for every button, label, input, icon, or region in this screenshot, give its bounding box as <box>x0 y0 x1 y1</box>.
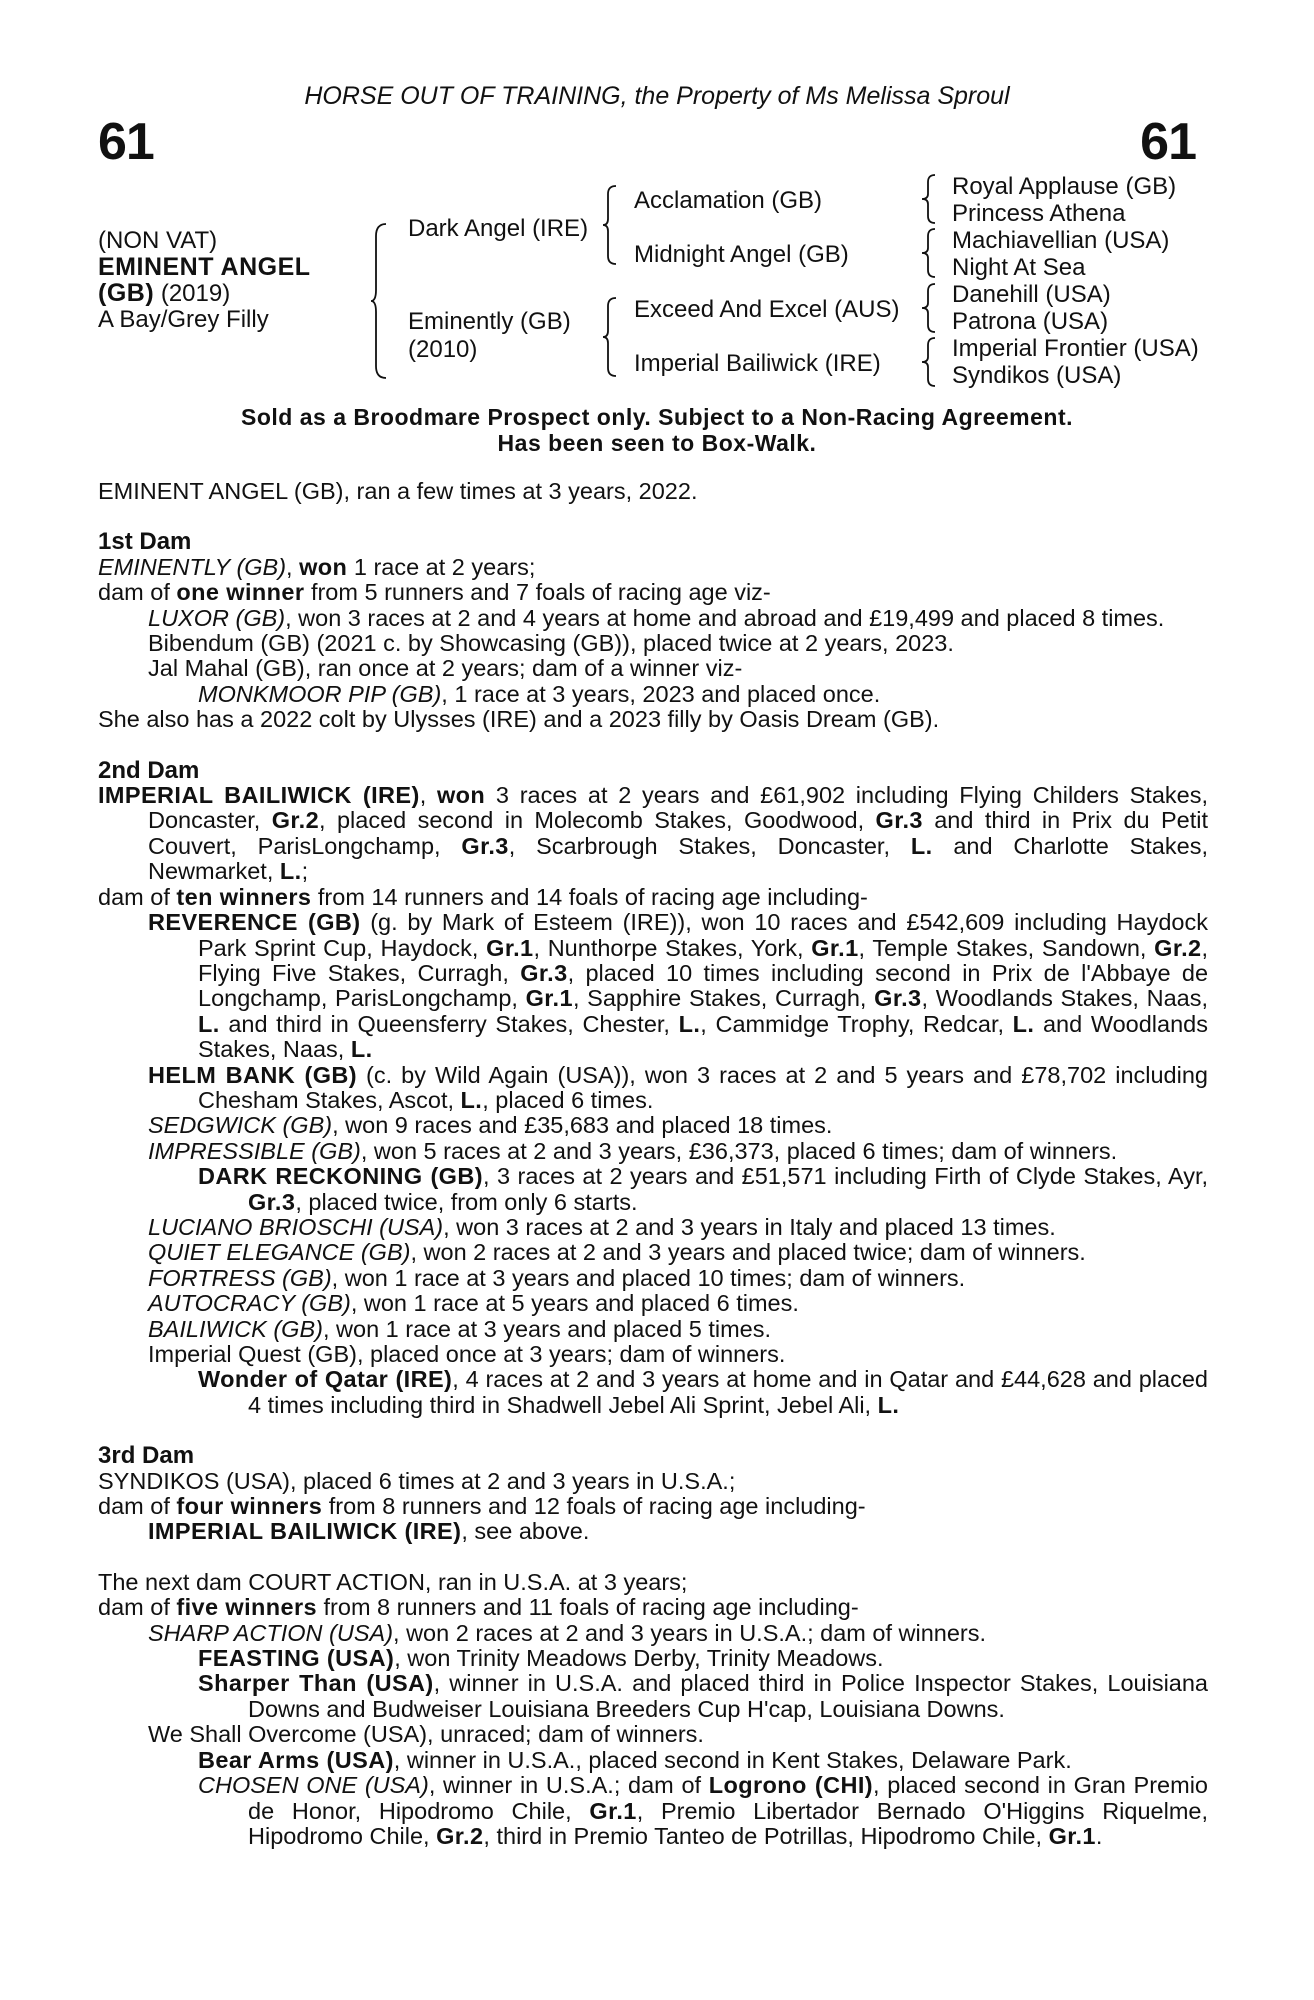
produce-impressible: IMPRESSIBLE (GB), won 5 races at 2 and 3 years, £36,373, placed 6 times; dam of winners. <box>148 1137 1118 1164</box>
produce-bear-arms: Bear Arms (USA), winner in U.S.A., placed second in Kent Stakes, Delaware Park. <box>198 1746 1072 1773</box>
horse-description: A Bay/Grey Filly <box>98 306 269 333</box>
produce-wonder-of-qatar: Wonder of Qatar (IRE), 4 races at 2 and 3 years at home and in Qatar and £44,628 and placed 4 times including third in Shadwell Jebel Ali Sprint, Jebel Ali, L. <box>198 1366 1208 1418</box>
pedigree-g3-7: Imperial Frontier (USA) <box>952 335 1199 362</box>
pedigree-dam-year: (2010) <box>408 336 478 363</box>
produce-bailiwick: BAILIWICK (GB), won 1 race at 3 years and placed 5 times. <box>148 1315 772 1342</box>
sale-notice-line1: Sold as a Broodmare Prospect only. Subject to a Non-Racing Agreement. <box>241 404 1073 430</box>
produce-we-shall-overcome: We Shall Overcome (USA), unraced; dam of winners. <box>148 1721 704 1748</box>
produce-dark-reckoning: DARK RECKONING (GB), 3 races at 2 years and £51,571 including Firth of Clyde Stakes, Ayr, Gr.3, placed twice, from only 6 starts. <box>198 1163 1208 1215</box>
second-dam-record: IMPERIAL BAILIWICK (IRE), won 3 races at 2 years and £61,902 including Flying Childers Stakes, Doncaster, Gr.2, placed second in Molecomb Stakes, Goodwood, Gr.3 and third in Prix du Petit Couvert, ParisLongchamp, Gr.3, Scarbrough Stakes, Doncaster, L. and Charlotte Stakes, Newmarket, L.; <box>98 782 1208 885</box>
produce-luxor: LUXOR (GB), won 3 races at 2 and 4 years at home and abroad and £19,499 and placed 8 times. <box>148 604 1165 631</box>
pedigree-brace-g1 <box>921 173 939 225</box>
third-dam-record: SYNDIKOS (USA), placed 6 times at 2 and 3 years in U.S.A.; <box>98 1467 736 1494</box>
pedigree-g3-2: Princess Athena <box>952 200 1126 227</box>
second-dam-heading: 2nd Dam <box>98 756 200 784</box>
produce-luciano-brioschi: LUCIANO BRIOSCHI (USA), won 3 races at 2 and 3 years in Italy and placed 13 times. <box>148 1213 1056 1240</box>
pedigree-g3-4: Night At Sea <box>952 254 1086 281</box>
pedigree-brace-g2 <box>921 227 939 279</box>
produce-autocracy: AUTOCRACY (GB), won 1 race at 5 years and placed 6 times. <box>148 1290 799 1317</box>
sale-notice <box>0 404 1314 456</box>
produce-imperial-quest: Imperial Quest (GB), placed once at 3 years; dam of winners. <box>148 1341 786 1367</box>
produce-fortress: FORTRESS (GB), won 1 race at 3 years and placed 10 times; dam of winners. <box>148 1264 966 1291</box>
produce-sharp-action: SHARP ACTION (USA), won 2 races at 2 and 3 years in U.S.A.; dam of winners. <box>148 1619 987 1646</box>
produce-bibendum: Bibendum (GB) (2021 c. by Showcasing (GB)), placed twice at 2 years, 2023. <box>148 630 954 657</box>
pedigree-brace-g3 <box>921 282 939 334</box>
lot-number-left: 61 <box>98 113 154 171</box>
first-dam-produce: dam of one winner from 5 runners and 7 foals of racing age viz- <box>98 579 771 606</box>
intro-line: EMINENT ANGEL (GB), ran a few times at 3 years, 2022. <box>98 478 698 504</box>
pedigree-brace-g4 <box>921 336 939 388</box>
pedigree-sire: Dark Angel (IRE) <box>408 215 589 242</box>
produce-monkmoor-pip: MONKMOOR PIP (GB), 1 race at 3 years, 2023 and placed once. <box>198 680 881 707</box>
pedigree-g3-3: Machiavellian (USA) <box>952 227 1170 254</box>
vat-status: (NON VAT) <box>98 227 218 254</box>
page-header-title: HORSE OUT OF TRAINING, the Property of Ms Melissa Sproul <box>304 82 1010 110</box>
pedigree-dam-name: Eminently (GB) <box>408 308 571 335</box>
first-dam-heading: 1st Dam <box>98 528 192 556</box>
horse-name: EMINENT ANGEL <box>98 253 311 281</box>
pedigree-sire-dam: Midnight Angel (GB) <box>634 241 849 268</box>
produce-reverence: REVERENCE (GB) (g. by Mark of Esteem (IRE)), won 10 races and £542,609 including Haydock Park Sprint Cup, Haydock, Gr.1, Nunthorpe Stakes, York, Gr.1, Temple Stakes, Sandown, Gr.2, Flying Five Stakes, Curragh, Gr.3, placed 10 times including second in Prix de l'Abbaye de Longchamp, ParisLongchamp, Gr.1, Sapphire Stakes, Curragh, Gr.3, Woodlands Stakes, Naas, L. and third in Queensferry Stakes, Chester, L., Cammidge Trophy, Redcar, L. and Woodlands Stakes, Naas, L. <box>148 909 1209 1063</box>
pedigree-body <box>98 479 1208 1849</box>
second-dam-produce: dam of ten winners from 14 runners and 14 foals of racing age including- <box>98 883 868 910</box>
pedigree-dam-dam: Imperial Bailiwick (IRE) <box>634 350 881 377</box>
pedigree-dam-sire: Exceed And Excel (AUS) <box>634 296 900 323</box>
sale-notice-line2: Has been seen to Box-Walk. <box>497 430 817 456</box>
pedigree-sire-sire: Acclamation (GB) <box>634 187 823 214</box>
produce-imperial-bailiwick: IMPERIAL BAILIWICK (IRE), see above. <box>148 1518 590 1545</box>
pedigree-g3-6: Patrona (USA) <box>952 308 1109 335</box>
horse-identity <box>98 228 311 333</box>
third-dam-produce: dam of four winners from 8 runners and 12 foals of racing age including- <box>98 1493 866 1520</box>
next-dam-record: The next dam COURT ACTION, ran in U.S.A. at 3 years; <box>98 1568 688 1595</box>
horse-year: (2019) <box>154 280 231 307</box>
first-dam-line: EMINENTLY (GB), won 1 race at 2 years; <box>98 553 536 580</box>
third-dam-heading: 3rd Dam <box>98 1442 195 1470</box>
produce-helm-bank: HELM BANK (GB) (c. by Wild Again (USA)), won 3 races at 2 and 5 years and £78,702 including Chesham Stakes, Ascot, L., placed 6 times. <box>148 1061 1208 1113</box>
first-dam-foals-note: She also has a 2022 colt by Ulysses (IRE) and a 2023 filly by Oasis Dream (GB). <box>98 706 940 733</box>
produce-jal-mahal: Jal Mahal (GB), ran once at 2 years; dam of a winner viz- <box>148 655 743 682</box>
pedigree-brace-gen1 <box>370 222 392 380</box>
pedigree-g3-1: Royal Applause (GB) <box>952 173 1177 200</box>
produce-feasting: FEASTING (USA), won Trinity Meadows Derby, Trinity Meadows. <box>198 1645 884 1672</box>
next-dam-produce: dam of five winners from 8 runners and 11 foals of racing age including- <box>98 1594 859 1621</box>
produce-chosen-one: CHOSEN ONE (USA), winner in U.S.A.; dam of Logrono (CHI), placed second in Gran Premio de Honor, Hipodromo Chile, Gr.1, Premio Libertador Bernado O'Higgins Riquelme, Hipodromo Chile, Gr.2, third in Premio Tanteo de Potrillas, Hipodromo Chile, Gr.1. <box>198 1772 1209 1849</box>
horse-country: (GB) <box>98 279 155 307</box>
pedigree-brace-sire <box>602 184 620 266</box>
produce-quiet-elegance: QUIET ELEGANCE (GB), won 2 races at 2 and 3 years and placed twice; dam of winners. <box>148 1239 1086 1266</box>
pedigree-brace-dam <box>602 296 620 378</box>
pedigree-g3-5: Danehill (USA) <box>952 281 1111 308</box>
produce-sharper-than: Sharper Than (USA), winner in U.S.A. and placed third in Police Inspector Stakes, Louisiana Downs and Budweiser Louisiana Breeders Cup H'cap, Louisiana Downs. <box>198 1670 1208 1722</box>
produce-sedgwick: SEDGWICK (GB), won 9 races and £35,683 and placed 18 times. <box>148 1112 833 1139</box>
lot-number-right: 61 <box>1140 113 1196 171</box>
pedigree-g3-8: Syndikos (USA) <box>952 362 1122 389</box>
